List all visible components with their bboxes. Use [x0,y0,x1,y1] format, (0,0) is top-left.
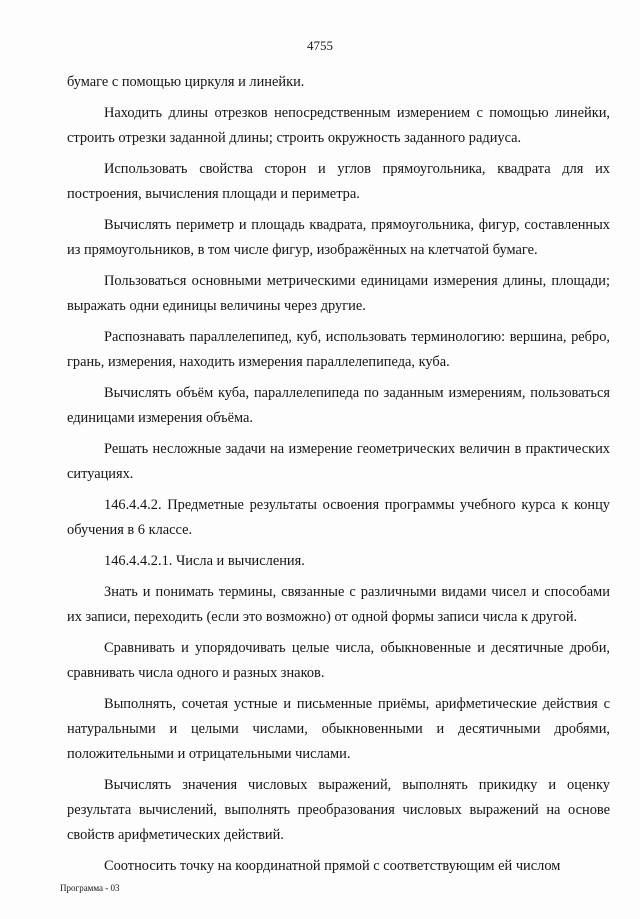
paragraph: Использовать свойства сторон и углов прямоугольника, квадрата для их построения, вычисления площади и периметра. [67,161,610,202]
paragraph: Пользоваться основными метрическими единицами измерения длины, площади; выражать одни единицы величины через другие. [67,273,610,314]
paragraph: Вычислять периметр и площадь квадрата, прямоугольника, фигур, составленных из прямоугольников, в том числе фигур, изображённых на клетчатой бумаге. [67,217,610,258]
section-heading: 146.4.4.2. Предметные результаты освоения программы учебного курса к концу обучения в 6 классе. [67,497,610,538]
subsection-heading: 146.4.4.2.1. Числа и вычисления. [104,553,305,569]
paragraph: Вычислять значения числовых выражений, выполнять прикидку и оценку результата вычислений, выполнять преобразования числовых выражений на основе свойств арифметических действий. [67,777,610,843]
paragraph: Знать и понимать термины, связанные с различными видами чисел и способами их записи, переходить (если это возможно) от одной формы записи числа к другой. [67,584,610,625]
paragraph: Соотносить точку на координатной прямой с соответствующим ей числом [104,858,561,874]
page-number: 4755 [307,38,333,53]
paragraph: бумаге с помощью циркуля и линейки. [67,74,305,90]
paragraph: Распознавать параллелепипед, куб, использовать терминологию: вершина, ребро, грань, измерения, находить измерения параллелепипеда, куба. [67,329,610,370]
paragraph: Сравнивать и упорядочивать целые числа, обыкновенные и десятичные дроби, сравнивать числа одного и разных знаков. [67,640,610,681]
paragraph: Находить длины отрезков непосредственным измерением с помощью линейки, строить отрезки заданной длины; строить окружность заданного радиуса. [67,105,610,146]
document-body [67,70,610,885]
page-footer: Программа - 03 [60,883,120,893]
paragraph: Вычислять объём куба, параллелепипеда по заданным измерениям, пользоваться единицами измерения объёма. [67,385,610,426]
paragraph: Решать несложные задачи на измерение геометрических величин в практических ситуациях. [67,441,610,482]
paragraph: Выполнять, сочетая устные и письменные приёмы, арифметические действия с натуральными и целыми числами, обыкновенными и десятичными дробями, положительными и отрицательными числами. [67,696,610,762]
